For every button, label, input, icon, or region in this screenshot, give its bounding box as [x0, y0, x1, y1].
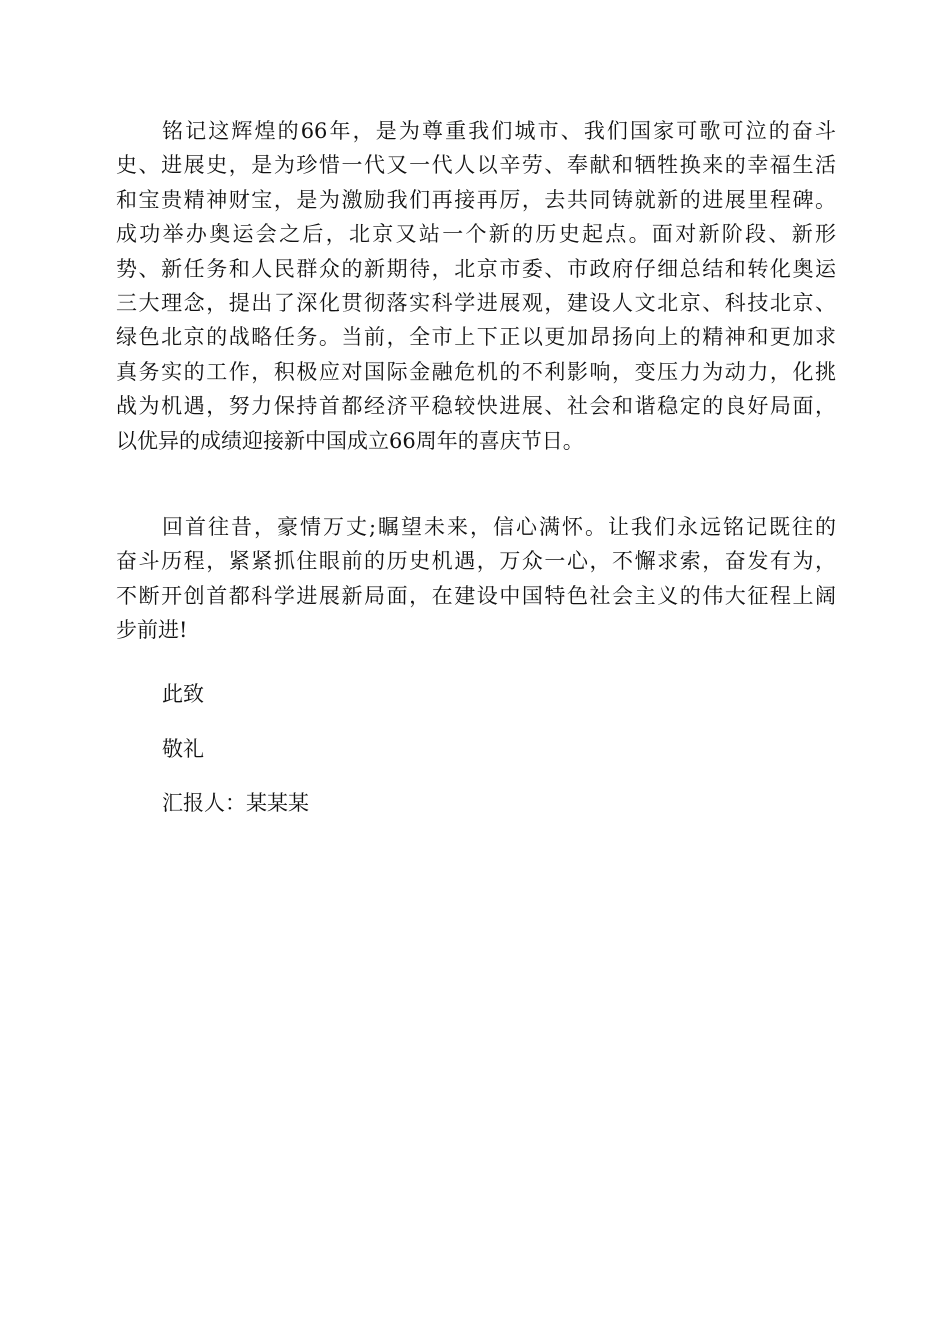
body-paragraph-1: [116, 114, 836, 458]
paragraph-line: 不断开创首都科学进展新局面，在建设中国特色社会主义的伟大征程上阔: [116, 583, 836, 608]
closing-regards: 敬礼: [162, 737, 204, 761]
paragraph-line: 史、进展史，是为珍惜一代又一代人以辛劳、奉献和牺牲换来的幸福生活: [116, 153, 836, 178]
paragraph-line: 绿色北京的战略任务。当前，全市上下正以更加昂扬向上的精神和更加求: [116, 325, 836, 350]
paragraph-line: 步前进!: [116, 618, 188, 643]
paragraph-line: 真务实的工作，积极应对国际金融危机的不利影响，变压力为动力，化挑: [116, 359, 836, 384]
paragraph-line: 回首往昔，豪情万丈;瞩望未来，信心满怀。让我们永远铭记既往的: [162, 515, 836, 539]
paragraph-line: 铭记这辉煌的66年，是为尊重我们城市、我们国家可歌可泣的奋斗: [162, 119, 836, 143]
body-paragraph-2: [116, 510, 836, 648]
paragraph-line: 成功举办奥运会之后，北京又站一个新的历史起点。面对新阶段、新形: [116, 222, 836, 247]
paragraph-line: 战为机遇，努力保持首都经济平稳较快进展、社会和谐稳定的良好局面，: [116, 394, 836, 419]
paragraph-line: 势、新任务和人民群众的新期待，北京市委、市政府仔细总结和转化奥运: [116, 256, 836, 281]
paragraph-line: 以优异的成绩迎接新中国成立66周年的喜庆节日。: [116, 428, 584, 453]
paragraph-line: 奋斗历程，紧紧抓住眼前的历史机遇，万众一心，不懈求索，奋发有为，: [116, 549, 836, 574]
signature-line: 汇报人：某某某: [162, 791, 309, 815]
paragraph-line: 三大理念，提出了深化贯彻落实科学进展观，建设人文北京、科技北京、: [116, 290, 836, 315]
paragraph-line: 和宝贵精神财宝，是为激励我们再接再厉，去共同铸就新的进展里程碑。: [116, 187, 836, 212]
closing-salutation: 此致: [162, 682, 204, 706]
